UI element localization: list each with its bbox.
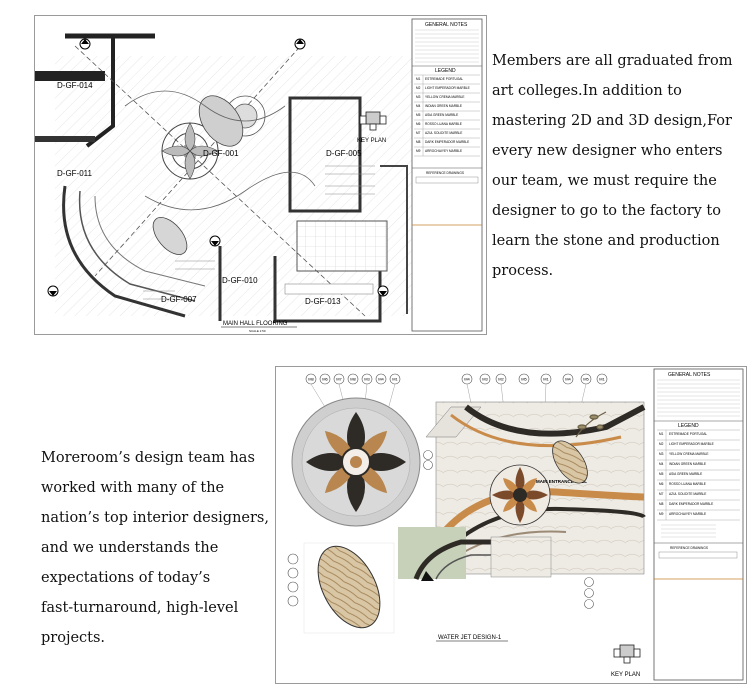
legend-name: AZUL SOLIDITE MARBLE [669,492,707,496]
legend-code: M1 [659,432,664,436]
drawing-title: WATER JET DESIGN-1 [438,635,502,641]
legend-name: DARK EMPERADOR MARBLE [669,502,714,506]
key-plan-icon [614,645,640,663]
material-tag [288,582,298,592]
legend-code: M8 [416,140,421,144]
legend-name: YELLOW CREMA MARBLE [425,95,465,99]
tiled-area [297,221,387,271]
room-label-d-gf-005: D-GF-005 [326,149,362,158]
material-tag [585,600,594,609]
material-tag-label: M4 [565,376,571,382]
material-tag-label: M4 [378,376,384,382]
team-description-bottom: Moreroom’s design team has worked with many of the nation’s top interior designers, and we understands the expectations of today’s fast-turnaround, high-level projects. [41,450,269,646]
material-tag-label: M2 [498,376,504,382]
material-tag-label: M3 [482,376,488,382]
reference-drawings-title: REFERENCE DRAWINGS [670,546,708,550]
wall [35,136,95,142]
legend-code: M2 [659,442,664,446]
material-tag-label: M4 [464,376,470,382]
title-block [412,19,482,331]
legend-name: ASIA GREEN MARBLE [425,113,459,117]
tiled-block [491,537,551,577]
material-tag-label: M1 [599,376,605,382]
material-tag [424,451,433,460]
legend-code: M5 [659,472,664,476]
legend-name: ESTREMADE PORTUGAL [425,77,464,81]
legend-code: M7 [659,492,664,496]
material-tag-label: M5 [521,376,527,382]
legend-name: ARROCHAIYEY MARBLE [669,512,707,516]
drawing-scale: SCALE 1:50 [249,329,266,333]
legend-code: M6 [659,482,664,486]
legend-name: AZUL SOLIDITE MARBLE [425,131,463,135]
legend-code: M4 [659,462,664,466]
legend-name: LIGHT EMPERADOR MARBLE [669,442,714,446]
legend-code: M7 [416,131,421,135]
room-label-d-gf-010: D-GF-010 [222,276,258,285]
team-description-top: Members are all graduated from art colleges.In addition to mastering 2D and 3D design,For every new designer who enters our team, we must require the designer to go to the factory to learn the stone and production process. [492,53,733,279]
oval-wood-inlay [305,536,392,638]
section-marker [295,39,305,49]
legend-name: DARK EMPERADOR MARBLE [425,140,470,144]
drawing-title: MAIN HALL FLOORING [223,321,288,327]
material-tag-label: M5 [583,376,589,382]
legend-code: M6 [416,122,421,126]
legend-code: M8 [659,502,664,506]
general-notes-title: GENERAL NOTES [668,372,711,378]
reference-drawings-title: REFERENCE DRAWINGS [426,171,464,175]
legend-code: M9 [659,512,664,516]
material-tag [288,568,298,578]
annotation-box [285,284,373,294]
section-marker [210,236,220,246]
legend-code: M2 [416,86,421,90]
legend-title: LEGEND [435,68,456,74]
room-label-d-gf-014: D-GF-014 [57,81,93,90]
material-tag [585,578,594,587]
material-tag-label: M8 [350,376,356,382]
section-marker [80,39,90,49]
water-jet-svg [276,367,746,683]
legend-title: LEGEND [678,423,699,429]
legend-name: ESTREMADE PORTUGAL [669,432,708,436]
key-plan-label: KEY PLAN [357,138,387,144]
key-plan-label: KEY PLAN [611,672,641,678]
section-marker [378,286,388,296]
material-tag-label: M1 [392,376,398,382]
medallion-circle [292,398,420,526]
legend-code: M3 [416,95,421,99]
legend-name: ARROCHAIYEY MARBLE [425,149,463,153]
room-label-d-gf-007: D-GF-007 [161,295,197,304]
legend-name: ASIA GREEN MARBLE [669,472,703,476]
entrance-label: MAIN ENTRANCE HALL [536,479,587,484]
room-label-d-gf-001: D-GF-001 [203,149,239,158]
legend-code: M4 [416,104,421,108]
legend-name: ROSSO LUANA MARBLE [425,122,462,126]
section-marker [48,286,58,296]
material-tag-label: M1 [543,376,549,382]
general-notes-title: GENERAL NOTES [425,22,468,28]
material-tag-label: M6 [322,376,328,382]
legend-name: YELLOW CREMA MARBLE [669,452,709,456]
legend-name: LIGHT EMPERADOR MARBLE [425,86,470,90]
legend-code: M1 [416,77,421,81]
legend-name: ROSSO LUANA MARBLE [669,482,706,486]
material-tag-label: M8 [308,376,314,382]
garden-area [398,527,466,579]
legend-code: M3 [659,452,664,456]
floor-plan-svg [35,16,486,334]
material-tag [424,461,433,470]
material-tag [585,589,594,598]
legend-code: M5 [416,113,421,117]
floor-plan-drawing-main-hall [34,15,487,335]
room-label-d-gf-011: D-GF-011 [57,169,92,178]
wall [35,71,105,81]
room-label-d-gf-013: D-GF-013 [305,297,341,306]
material-tag [288,554,298,564]
material-tag-label: M7 [336,376,342,382]
material-tag-label: M3 [364,376,370,382]
material-tag [288,596,298,606]
water-jet-design-drawing [275,366,747,684]
legend-code: M9 [416,149,421,153]
legend-name: INDIAN GREEN MARBLE [669,462,707,466]
legend-name: INDIAN GREEN MARBLE [425,104,463,108]
